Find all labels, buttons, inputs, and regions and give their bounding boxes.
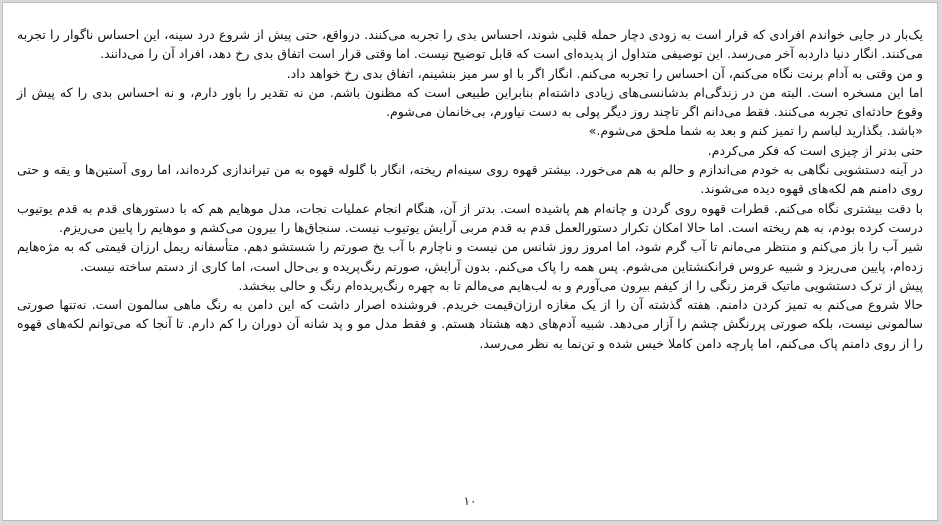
paragraph: در آینه دستشویی نگاهی به خودم می‌اندازم و حالم به هم می‌خورد. بیشتر قهوه روی سینه‌ام ریخته، انگار با گلوله قهوه به من تیراندازی کرده‌اند، اما روی آستین‌ها و یقه و حتی روی دامنم هم لکه‌های قهوه دیده می‌شوند.	[17, 162, 923, 197]
body-text	[17, 25, 923, 353]
paragraph: حتی بدتر از چیزی است که فکر می‌کردم.	[707, 142, 923, 158]
page-number: ۱۰	[463, 494, 477, 508]
paragraph: شیر آب را باز می‌کنم و منتظر می‌مانم تا آب گرم شود، اما امروز روز شانس من نیست و ناچارم با آب یخ صورتم را شستشو دهم. متأسفانه ریمل ارزان قیمتی که به مژه‌هایم زده‌ام، پایین می‌ریزد و شبیه عروس فرانکنشتاین می‌شوم. پس همه را پاک می‌کنم. بدون آرایش، صورتم رنگ‌پریده و بی‌حال است، اما کاری از دستم ساخته نیست.	[17, 239, 923, 274]
document-page	[2, 2, 938, 521]
paragraph: با دقت بیشتری نگاه می‌کنم. قطرات قهوه روی گردن و چانه‌ام هم پاشیده است. بدتر از آن، هنگام انجام عملیات نجات، مدل موهایم هم که با دستورهای قدم به قدم یوتیوب درست کرده بودم، به هم ریخته است. اما حالا امکان تکرار دستورالعمل قدم به قدم مربی آرایش یوتیوب نیست. سنجاق‌ها را بیرون می‌کشم و موهایم را پایین می‌ریزم.	[17, 200, 923, 235]
paragraph: و من وقتی به آدام برنت نگاه می‌کنم، آن احساس را تجربه می‌کنم. انگار اگر با او سر میز بنشینم، اتفاق بدی رخ خواهد داد.	[286, 65, 923, 81]
paragraph: یک‌بار در جایی خواندم افرادی که قرار است به زودی دچار حمله قلبی شوند، احساس بدی را تجربه می‌کنند. درواقع، حتی پیش از شروع درد سینه، این احساس ناگوار را تجربه می‌کنند. انگار دنیا داردبه آخر می‌رسد. این توصیفی متداول از پدیده‌ای است که قابل توضیح نیست. اما وقتی قرار است اتفاق بدی رخ دهد، افراد آن را می‌دانند.	[17, 27, 923, 62]
paragraph: «باشد. بگذارید لباسم را تمیز کنم و بعد به شما ملحق می‌شوم.»	[588, 123, 923, 139]
paragraph: پیش از ترک دستشویی ماتیک قرمز رنگی را از کیفم بیرون می‌آورم و به لب‌هایم می‌مالم تا به چهره رنگ‌پریده‌ام رنگ و حالی ببخشد.	[238, 277, 923, 293]
paragraph: حالا شروع می‌کنم به تمیز کردن دامنم. هفته گذشته آن را از یک مغازه ارزان‌قیمت خریدم. فروشنده اصرار داشت که این دامن به رنگ ماهی سالمون است. نه‌تنها صورتی سالمونی نیست، بلکه صورتی پررنگش چشم را آزار می‌دهد. شبیه آدم‌های دهه هشتاد هستم. و فقط مدل مو و پد شانه آن دوران را کم دارم. تا آنجا که می‌توانم لکه‌های قهوه را از روی دامنم پاک می‌کنم، اما پارچه دامن کاملا خیس شده و تن‌نما به نظر می‌رسد.	[17, 297, 923, 351]
paragraph: اما این مسخره است. البته من در زندگی‌ام بدشانسی‌های زیادی داشته‌ام بنابراین طبیعی است که مظنون باشم. من نه تقدیر را باور دارم، و نه احساس بدی را که پیش از وقوع حادثه‌ای تجربه می‌کنند. فقط می‌دانم اگر تاچند روز دیگر پولی به دست نیاورم، بی‌خانمان می‌شوم.	[17, 84, 923, 120]
